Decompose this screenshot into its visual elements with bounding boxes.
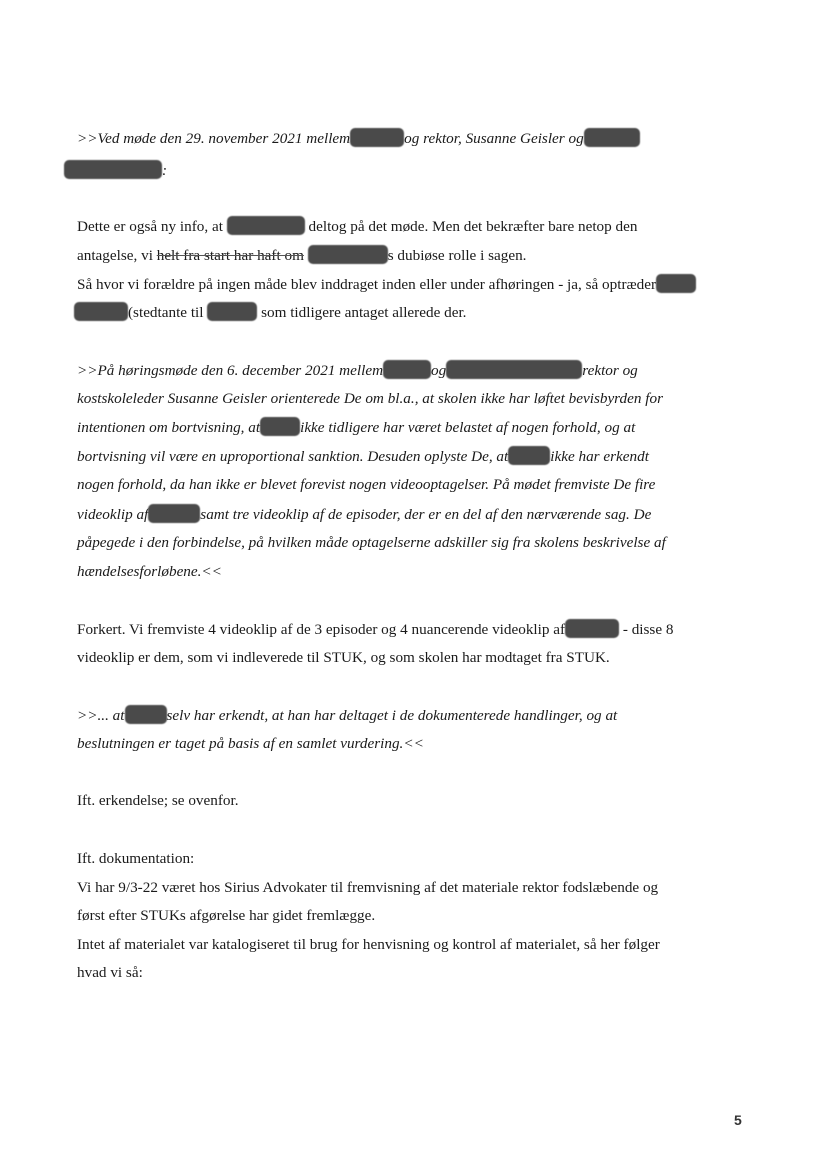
text: bortvisning vil være en uproportional sanktion. Desuden oplyste De, at [77, 448, 509, 465]
text: selv har erkendt, at han har deltaget i de dokumenterede handlinger, og at [166, 707, 618, 724]
text: Intet af materialet var katalogiseret til brug for henvisning og kontrol af materialet, så her følger [77, 936, 660, 953]
quote2-line2 [77, 389, 663, 409]
text: nogen forhold, da han ikke er blevet forevist nogen videooptagelser. På mødet fremviste De fire [77, 476, 656, 493]
redaction [260, 417, 300, 436]
para4-line4 [77, 935, 660, 955]
quote2-line5 [77, 475, 655, 495]
text: >>... at [77, 707, 125, 724]
redaction [148, 504, 200, 523]
para2-line1 [77, 619, 673, 640]
para4-line5 [77, 963, 143, 983]
redaction [508, 446, 550, 465]
quote2-line1 [77, 360, 638, 381]
redaction [207, 302, 257, 321]
redaction [584, 128, 640, 147]
para4-line2 [77, 878, 658, 898]
redaction [350, 128, 404, 147]
text: >>På høringsmøde den 6. december 2021 mellem [77, 362, 384, 379]
redaction [308, 245, 388, 264]
text: (stedtante til [128, 304, 204, 321]
text: hvad vi så: [77, 964, 143, 981]
para4-line3 [77, 906, 375, 926]
redaction [446, 360, 582, 379]
text: og [431, 362, 447, 379]
text: : [162, 162, 168, 179]
text: s dubiøse rolle i sagen. [387, 247, 527, 264]
quote2-line3 [77, 417, 635, 438]
text: beslutningen er taget på basis af en samlet vurdering.<< [77, 735, 424, 752]
text: rektor og [582, 362, 638, 379]
text: >>Ved møde den 29. november 2021 mellem [77, 130, 351, 147]
para1-line3 [77, 274, 696, 295]
redaction [565, 619, 619, 638]
para1-line1 [77, 216, 637, 237]
text: Dette er også ny info, at [77, 218, 223, 235]
quote2-line8 [77, 562, 222, 582]
text: videoklip er dem, som vi indleverede til STUK, og som skolen har modtaget fra STUK. [77, 649, 610, 666]
text: videoklip af [77, 506, 149, 523]
quote3-line1 [77, 705, 617, 726]
text: intentionen om bortvisning, at [77, 419, 261, 436]
page-number: 5 [734, 1112, 742, 1128]
redaction [383, 360, 431, 379]
redaction [227, 216, 305, 235]
para2-line2 [77, 648, 610, 668]
text: påpegede i den forbindelse, på hvilken måde optagelserne adskiller sig fra skolens beskrivelse af [77, 534, 666, 551]
redaction [656, 274, 696, 293]
text: først efter STUKs afgørelse har gidet fremlægge. [77, 907, 376, 924]
text: deltog på det møde. Men det bekræfter bare netop den [308, 218, 638, 235]
struck-text: helt fra start har haft om [156, 247, 304, 264]
text: Så hvor vi forældre på ingen måde blev inddraget inden eller under afhøringen - ja, så optræder [77, 276, 657, 293]
text: kostskoleleder Susanne Geisler orienterede De om bl.a., at skolen ikke har løftet bevisbyrden for [77, 390, 663, 407]
redaction [125, 705, 167, 724]
para3-line1 [77, 791, 239, 811]
text: ikke har erkendt [550, 448, 649, 465]
quote1-line2 [64, 160, 167, 181]
text: Vi har 9/3-22 været hos Sirius Advokater til fremvisning af det materiale rektor fodslæbende og [77, 879, 659, 896]
para1-line2 [77, 245, 526, 266]
text: samt tre videoklip af de episoder, der er en del af den nærværende sag. De [200, 506, 652, 523]
text: Ift. erkendelse; se ovenfor. [77, 792, 239, 809]
text: antagelse, vi [77, 247, 153, 264]
text: som tidligere antaget allerede der. [261, 304, 467, 321]
para1-line4 [74, 302, 466, 323]
text: ikke tidligere har været belastet af nogen forhold, og at [300, 419, 636, 436]
text: og rektor, Susanne Geisler og [404, 130, 584, 147]
text: hændelsesforløbene.<< [77, 563, 222, 580]
text: - disse 8 [622, 621, 674, 638]
text: Ift. dokumentation: [77, 850, 195, 867]
quote1-line1 [77, 128, 640, 149]
quote2-line7 [77, 533, 666, 553]
quote3-line2 [77, 734, 424, 754]
para4-line1 [77, 849, 194, 869]
quote2-line4 [77, 446, 649, 467]
redaction [74, 302, 128, 321]
redaction [64, 160, 162, 179]
quote2-line6 [77, 504, 651, 525]
text: Forkert. Vi fremviste 4 videoklip af de 3 episoder og 4 nuancerende videoklip af [77, 621, 566, 638]
